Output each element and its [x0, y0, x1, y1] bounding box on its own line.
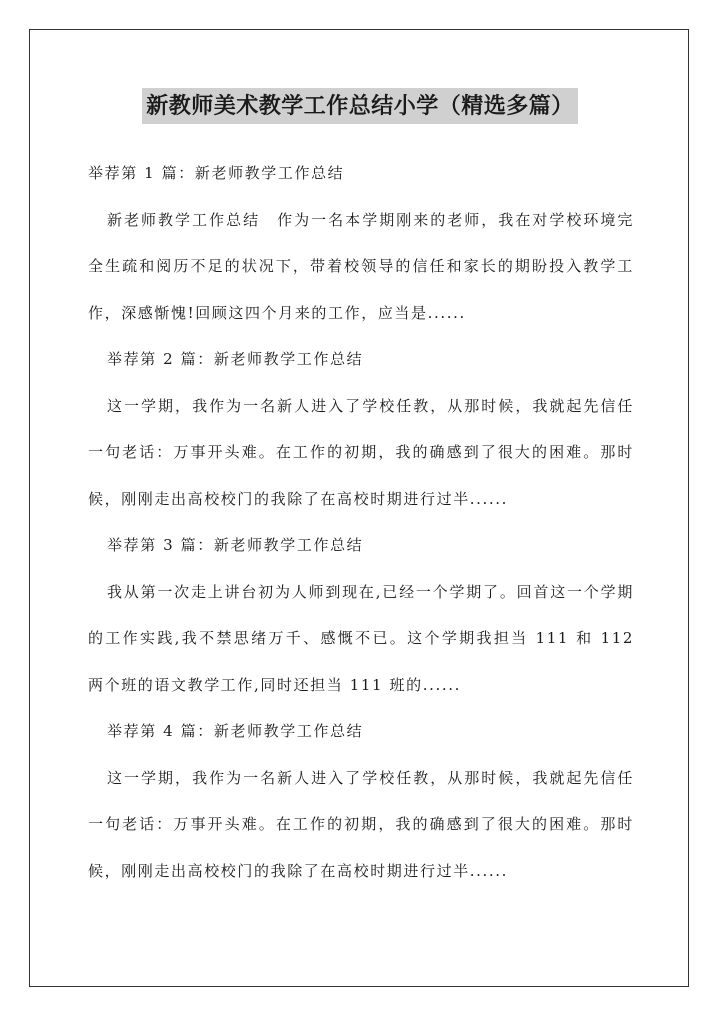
section-body-2: 这一学期，我作为一名新人进入了学校任教，从那时候，我就起先信任一句老话：万事开头难。在工作的初期，我的确感到了很大的困难。那时候，刚刚走出高校校门的我除了在高校时期进行过半...... — [88, 396, 634, 508]
section-heading-2: 举荐第 2 篇：新老师教学工作总结 — [107, 350, 364, 368]
section-heading-3: 举荐第 3 篇：新老师教学工作总结 — [107, 536, 364, 554]
section-body-3: 我从第一次走上讲台初为人师到现在,已经一个学期了。回首这一个学期的工作实践,我不禁思绪万千、感慨不已。这个学期我担当 111 和 112 两个班的语文教学工作,同时还担当 111 班的...... — [88, 582, 634, 694]
section-heading-1: 举荐第 1 篇：新老师教学工作总结 — [88, 164, 345, 182]
title-container — [0, 88, 720, 124]
document-body — [88, 150, 634, 894]
section-body-1: 新老师教学工作总结 作为一名本学期刚来的老师，我在对学校环境完全生疏和阅历不足的状况下，带着校领导的信任和家长的期盼投入教学工作，深感惭愧!回顾这四个月来的工作，应当是...... — [88, 210, 634, 322]
section-body-4: 这一学期，我作为一名新人进入了学校任教，从那时候，我就起先信任一句老话：万事开头难。在工作的初期，我的确感到了很大的困难。那时候，刚刚走出高校校门的我除了在高校时期进行过半...... — [88, 768, 634, 880]
section-heading-4: 举荐第 4 篇：新老师教学工作总结 — [107, 722, 364, 740]
document-title: 新教师美术教学工作总结小学（精选多篇） — [142, 88, 578, 124]
